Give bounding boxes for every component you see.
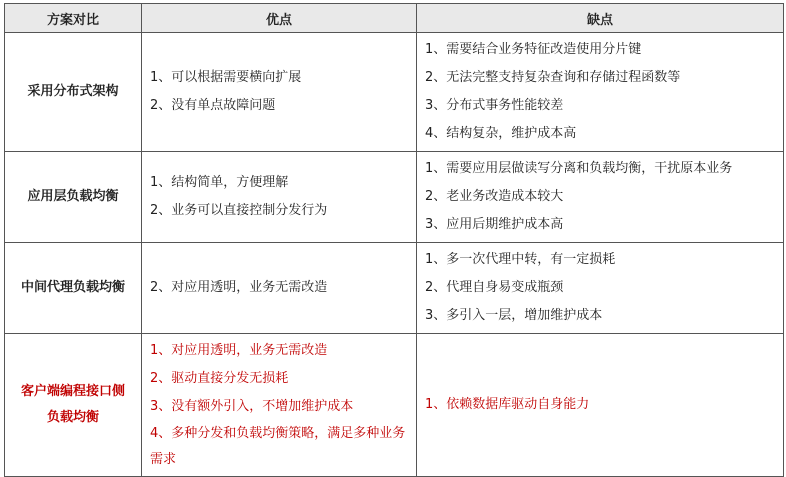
- pros-cell: [142, 334, 417, 477]
- pros-item: 2、业务可以直接控制分发行为: [150, 203, 328, 218]
- row-distributed: [5, 33, 784, 152]
- cons-item: 1、需要结合业务特征改造使用分片键: [425, 42, 642, 57]
- header-cons: 缺点: [417, 4, 784, 33]
- cons-item: 3、多引入一层，增加维护成本: [425, 308, 603, 323]
- row-label: 采用分布式架构: [5, 33, 142, 152]
- pros-item: 4、多种分发和负载均衡策略，满足多种业务需求: [150, 426, 406, 467]
- header-scheme: 方案对比: [5, 4, 142, 33]
- cons-item: 1、依赖数据库驱动自身能力: [425, 397, 590, 412]
- row-label: 中间代理负载均衡: [5, 243, 142, 334]
- pros-item: 1、可以根据需要横向扩展: [150, 70, 302, 85]
- comparison-table: [4, 3, 784, 477]
- cons-cell: [417, 33, 784, 152]
- cons-item: 2、代理自身易变成瓶颈: [425, 280, 564, 295]
- row-label: 应用层负载均衡: [5, 152, 142, 243]
- pros-item: 1、结构简单，方便理解: [150, 175, 289, 190]
- pros-item: 2、对应用透明，业务无需改造: [150, 280, 328, 295]
- row-label-line: 客户端编程接口侧: [20, 384, 125, 399]
- header-row: [5, 4, 784, 33]
- pros-cell: [142, 33, 417, 152]
- row-app-layer: [5, 152, 784, 243]
- pros-item: 2、驱动直接分发无损耗: [150, 371, 289, 386]
- pros-cell: [142, 152, 417, 243]
- row-client-side: [5, 334, 784, 477]
- pros-item: 2、没有单点故障问题: [150, 98, 276, 113]
- cons-cell: [417, 334, 784, 477]
- cons-item: 2、无法完整支持复杂查询和存储过程函数等: [425, 70, 681, 85]
- cons-item: 1、多一次代理中转，有一定损耗: [425, 252, 616, 267]
- cons-cell: [417, 243, 784, 334]
- row-proxy: [5, 243, 784, 334]
- cons-item: 4、结构复杂，维护成本高: [425, 126, 577, 141]
- cons-cell: [417, 152, 784, 243]
- pros-cell: [142, 243, 417, 334]
- header-pros: 优点: [142, 4, 417, 33]
- row-label: [5, 334, 142, 477]
- row-label-line: 负载均衡: [46, 410, 99, 425]
- pros-item: 1、对应用透明，业务无需改造: [150, 343, 328, 358]
- cons-item: 3、应用后期维护成本高: [425, 217, 564, 232]
- cons-item: 3、分布式事务性能较差: [425, 98, 564, 113]
- pros-item: 3、没有额外引入，不增加维护成本: [150, 399, 354, 414]
- cons-item: 2、老业务改造成本较大: [425, 189, 564, 204]
- cons-item: 1、需要应用层做读写分离和负载均衡，干扰原本业务: [425, 161, 733, 176]
